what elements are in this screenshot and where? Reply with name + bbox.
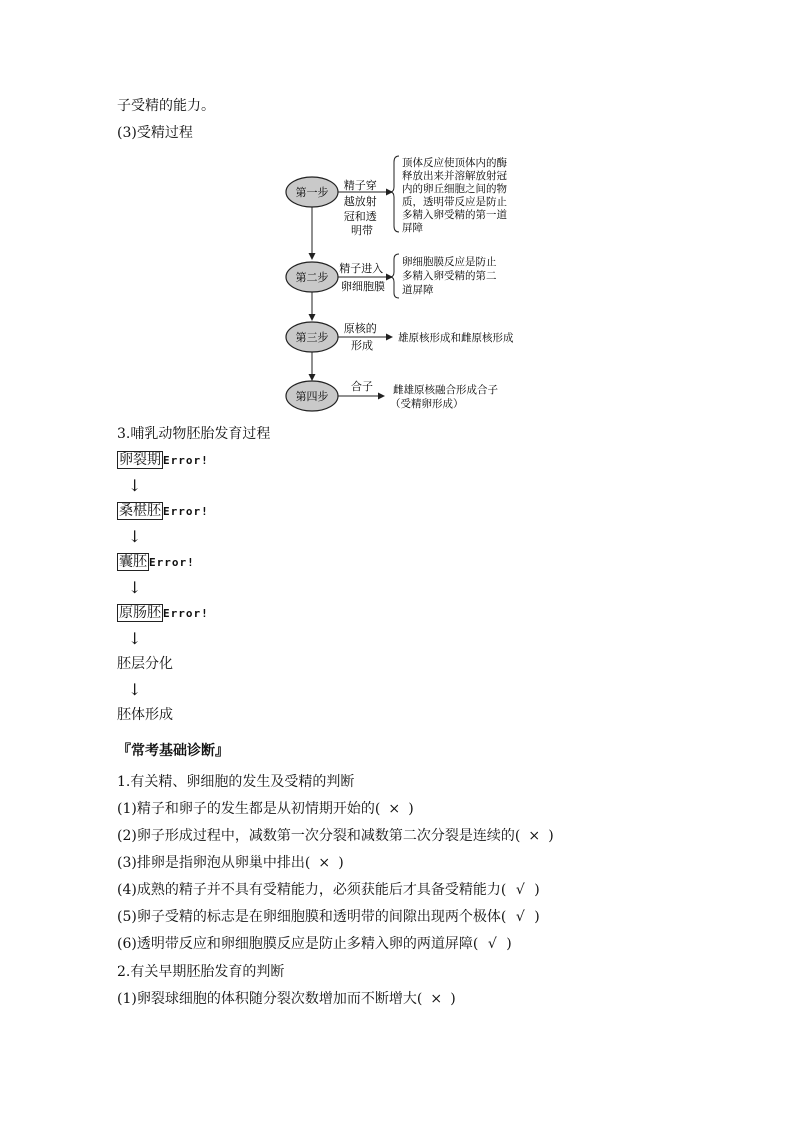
error-text: Error!: [163, 607, 209, 620]
flow-step-4-name: 第四步: [295, 390, 329, 403]
stage-germ-layer-differentiation: 胚层分化: [117, 656, 173, 672]
flow-step-3-name: 第三步: [295, 331, 329, 344]
flow-step-1-desc: 顶体反应使顶体内的酶 释放出来并溶解放射冠 内的卵丘细胞之间的物 质，透明带反应是防止 多精入卵受精的第一道 屏障: [402, 157, 507, 234]
flow-step-1-name: 第一步: [295, 186, 329, 199]
stage-embryo-formation: 胚体形成: [117, 707, 173, 723]
flow-step-1-label: 精子穿 越放射 冠和透 明带: [343, 179, 377, 237]
down-arrow-icon: ↓: [128, 527, 142, 546]
judgement-mark: √: [515, 882, 525, 898]
judgement-item: (5)卵子受精的标志是在卵细胞膜和透明带的间隙出现两个极体( √ ): [117, 909, 540, 925]
section-label-fertilization: (3)受精过程: [117, 125, 193, 141]
judgement-mark: ×: [388, 801, 401, 817]
intro-continuation: 子受精的能力。: [117, 98, 215, 114]
judgement-mark: ×: [528, 828, 541, 844]
stage-gastrula-label: 原肠胚: [119, 605, 161, 621]
stage-cleavage-label: 卵裂期: [119, 452, 161, 468]
judgement-item: (2)卵子形成过程中，减数第一次分裂和减数第二次分裂是连续的( × ): [117, 828, 554, 844]
flow-step-2-label: 精子进入 卵细胞膜: [339, 262, 385, 293]
down-arrow-icon: ↓: [128, 680, 142, 699]
down-arrow-icon: ↓: [128, 578, 142, 597]
fertilization-flowchart: [0, 0, 794, 430]
judgement-item: (4)成熟的精子并不具有受精能力，必须获能后才具备受精能力( √ ): [117, 882, 540, 898]
diagnosis-heading: 『常考基础诊断』: [117, 743, 229, 759]
flow-step-2-name: 第二步: [295, 271, 329, 284]
diagnosis-group-1-title: 1.有关精、卵细胞的发生及受精的判断: [117, 774, 355, 790]
flow-step-3: [286, 321, 514, 352]
stage-morula-label: 桑椹胚: [119, 503, 161, 519]
error-text: Error!: [163, 505, 209, 518]
down-arrow-icon: ↓: [128, 476, 142, 495]
flow-step-3-label: 原核的 形成: [343, 322, 377, 352]
judgement-mark: √: [487, 936, 497, 952]
stage-blastocyst-label: 囊胚: [119, 554, 147, 570]
development-title: 3.哺乳动物胚胎发育过程: [117, 426, 271, 442]
flow-step-2: [286, 254, 500, 298]
flow-step-2-desc: 卵细胞膜反应是防止 多精入卵受精的第二 道屏障: [402, 256, 497, 296]
stage-gastrula: [117, 604, 209, 623]
diagnosis-group-2-title: 2.有关早期胚胎发育的判断: [117, 964, 285, 980]
judgement-item: (1)精子和卵子的发生都是从初情期开始的( × ): [117, 801, 414, 817]
judgement-item: (3)排卵是指卵泡从卵巢中排出( × ): [117, 855, 344, 871]
judgement-mark: ×: [318, 855, 331, 871]
error-text: Error!: [163, 454, 209, 467]
flow-step-4: [286, 379, 501, 411]
stage-morula: [117, 502, 209, 521]
judgement-mark: √: [515, 909, 525, 925]
flow-step-4-desc: 雌雄原核融合形成合子 （受精卵形成）: [390, 384, 498, 410]
error-text: Error!: [149, 556, 195, 569]
flow-step-3-desc: 雄原核形成和雌原核形成: [398, 332, 514, 344]
flow-step-4-label: 合子: [351, 380, 373, 393]
down-arrow-icon: ↓: [128, 629, 142, 648]
judgement-item: (1)卵裂球细胞的体积随分裂次数增加而不断增大( × ): [117, 991, 456, 1007]
stage-cleavage: [117, 451, 209, 470]
judgement-mark: ×: [430, 991, 443, 1007]
flow-step-1: [286, 156, 510, 237]
judgement-item: (6)透明带反应和卵细胞膜反应是防止多精入卵的两道屏障( √ ): [117, 936, 512, 952]
stage-blastocyst: [117, 553, 195, 572]
